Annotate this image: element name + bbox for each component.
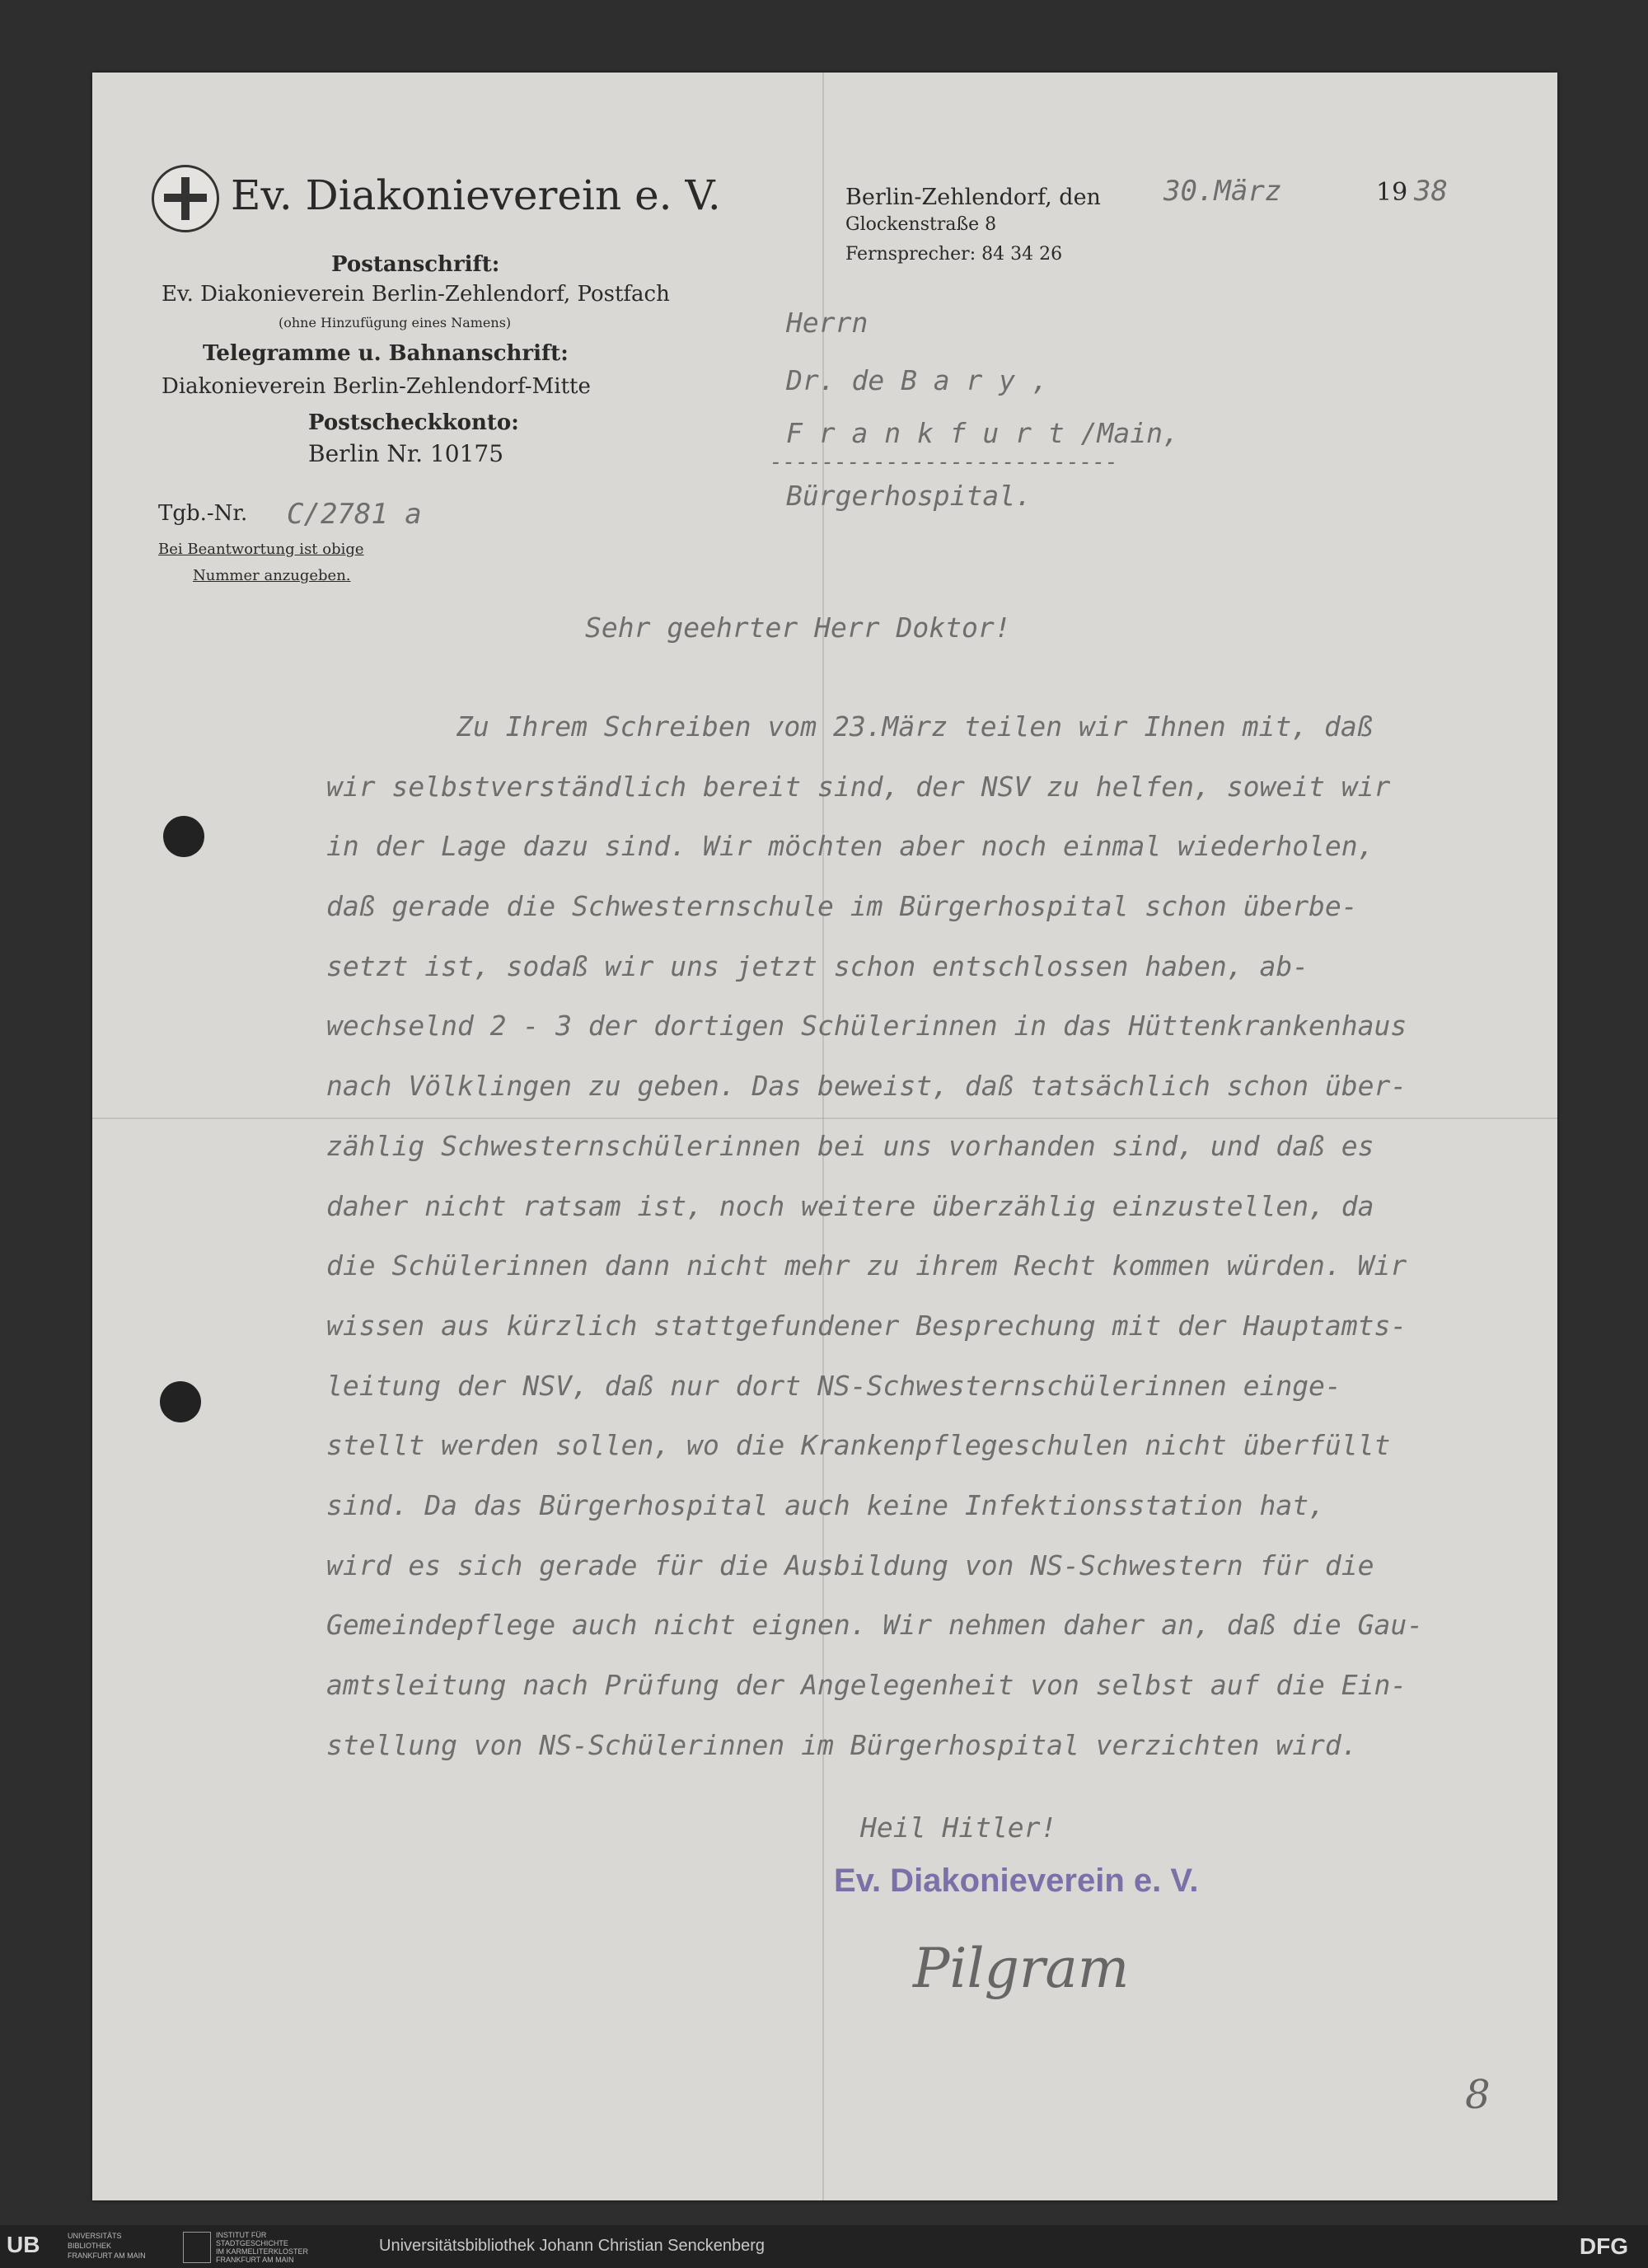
body-line: wechselnd 2 - 3 der dortigen Schülerinnen in das Hüttenkrankenhaus <box>326 1010 1407 1043</box>
body-line: in der Lage dazu sind. Wir möchten aber noch einmal wiederholen, <box>326 830 1374 863</box>
telegram-label: Telegramme u. Bahnanschrift: <box>203 341 569 366</box>
recipient-line-4: Bürgerhospital. <box>786 480 1032 512</box>
body-line: daher nicht ratsam ist, noch weitere überzählig einzustellen, da <box>326 1189 1374 1222</box>
tgb-value: C/2781 a <box>287 498 422 531</box>
body-line: stellung von NS-Schülerinnen im Bürgerhospital verzichten wird. <box>326 1728 1358 1761</box>
signature: Pilgram <box>913 1937 1130 2000</box>
org-name: Ev. Diakonieverein e. V. <box>231 171 721 219</box>
library-name: Universitätsbibliothek Johann Christian Senckenberg <box>379 2237 765 2255</box>
postal-note: (ohne Hinzufügung eines Namens) <box>279 315 512 330</box>
body-line: amtsleitung nach Prüfung der Angelegenheit von selbst auf die Ein- <box>326 1669 1407 1701</box>
recipient-line-3: F r a n k f u r t /Main, <box>786 417 1179 449</box>
univ-bib-label: UNIVERSITÄTS BIBLIOTHEK FRANKFURT AM MAIN <box>68 2232 146 2260</box>
body-line: zählig Schwesternschülerinnen bei uns vorhanden sind, und daß es <box>326 1129 1374 1162</box>
body-line: wissen aus kürzlich stattgefundener Besprechung mit der Hauptamts- <box>326 1309 1407 1342</box>
recipient-line-1: Herrn <box>786 307 868 339</box>
year-print: 19 <box>1376 178 1408 207</box>
institute-label: INSTITUT FÜR STADTGESCHICHTE IM KARMELITERKLOSTER FRANKFURT AM MAIN <box>216 2231 309 2264</box>
body-line: Zu Ihrem Schreiben vom 23.März teilen wir Ihnen mit, daß <box>456 710 1374 743</box>
body-line: wir selbstverständlich bereit sind, der NSV zu helfen, soweit wir <box>326 770 1391 803</box>
salutation: Sehr geehrter Herr Doktor! <box>585 612 1011 644</box>
tgb-note-2: Nummer anzugeben. <box>193 567 351 584</box>
year-typed: 38 <box>1414 175 1448 208</box>
body-line: wird es sich gerade für die Ausbildung von NS-Schwestern für die <box>326 1549 1374 1582</box>
tgb-note-1: Bei Beantwortung ist obige <box>158 541 364 558</box>
closing: Heil Hitler! <box>860 1811 1057 1844</box>
body-line: daß gerade die Schwesternschule im Bürgerhospital schon überbe- <box>326 890 1358 923</box>
body-line: Gemeindepflege auch nicht eignen. Wir nehmen daher an, daß die Gau- <box>326 1609 1424 1642</box>
recipient-line-2: Dr. de B a r y , <box>786 364 1048 396</box>
body-line: setzt ist, sodaß wir uns jetzt schon entschlossen haben, ab- <box>326 949 1309 982</box>
punch-hole-bottom <box>160 1381 201 1422</box>
dfg-logo: DFG <box>1579 2233 1628 2259</box>
body-line: die Schülerinnen dann nicht mehr zu ihrem Recht kommen würden. Wir <box>326 1249 1407 1282</box>
repository-footer <box>0 2225 1648 2268</box>
tgb-label: Tgb.-Nr. <box>158 501 248 526</box>
letter-body <box>326 697 1546 1775</box>
street: Glockenstraße 8 <box>845 214 997 235</box>
body-line: leitung der NSV, daß nur dort NS-Schwesternschülerinnen einge- <box>326 1369 1341 1402</box>
ub-logo: UB <box>7 2232 40 2257</box>
body-line: nach Völklingen zu geben. Das beweist, daß tatsächlich schon über- <box>326 1070 1407 1103</box>
postal-label: Postanschrift: <box>331 252 500 277</box>
institute-logo-icon <box>183 2232 211 2263</box>
diakonieverein-seal-icon <box>152 165 219 232</box>
page-number: 8 <box>1465 2072 1491 2118</box>
phone: Fernsprecher: 84 34 26 <box>845 244 1063 265</box>
punch-hole-top <box>163 816 204 857</box>
organization-stamp: Ev. Diakonieverein e. V. <box>834 1863 1199 1899</box>
date-typed: 30.März <box>1163 175 1282 208</box>
postal-address: Ev. Diakonieverein Berlin-Zehlendorf, Postfach <box>162 282 670 307</box>
telegram-address: Diakonieverein Berlin-Zehlendorf-Mitte <box>162 374 591 399</box>
letter-sheet <box>92 73 1557 2200</box>
postcheck-value: Berlin Nr. 10175 <box>308 440 504 467</box>
recipient-underline: --------------------------- <box>770 450 1118 475</box>
body-line: sind. Da das Bürgerhospital auch keine Infektionsstation hat, <box>326 1488 1325 1521</box>
city-line: Berlin-Zehlendorf, den <box>845 185 1101 210</box>
postcheck-label: Postscheckkonto: <box>308 410 519 435</box>
body-line: stellt werden sollen, wo die Krankenpflegeschulen nicht überfüllt <box>326 1429 1391 1462</box>
